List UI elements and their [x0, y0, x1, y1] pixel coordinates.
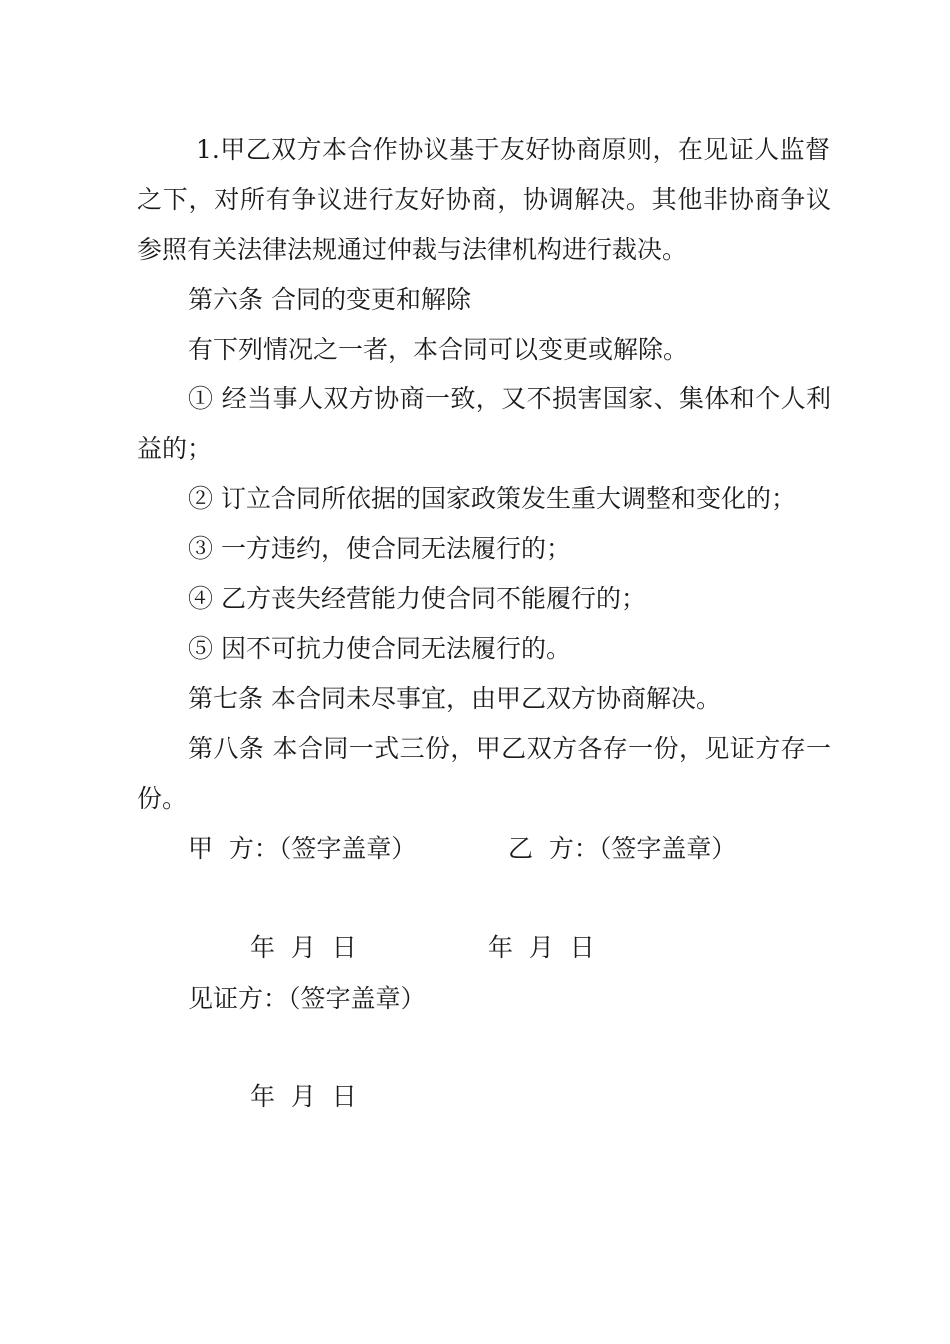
article-6-item-2: ② 订立合同所依据的国家政策发生重大调整和变化的；	[188, 484, 796, 513]
witness-date: 年 月 日	[250, 1082, 357, 1111]
article-7: 第七条 本合同未尽事宜，由甲乙双方协商解决。	[188, 684, 721, 713]
article-8-line-1: 第八条 本合同一式三份，甲乙双方各存一份，见证方存一	[188, 734, 831, 763]
article-6-item-5: ⑤ 因不可抗力使合同无法履行的。	[188, 634, 571, 663]
party-b-signature: 乙 方：（签字盖章）	[508, 834, 737, 863]
clause-1-line-1: 1.甲乙双方本合作协议基于友好协商原则，在见证人监督	[196, 135, 830, 164]
article-6-item-3: ③ 一方违约，使合同无法履行的；	[188, 534, 571, 563]
article-6-intro: 有下列情况之一者，本合同可以变更或解除。	[188, 335, 689, 364]
article-8-line-2: 份。	[137, 784, 188, 813]
party-a-date: 年 月 日	[250, 933, 357, 962]
party-a-signature: 甲 方：（签字盖章）	[188, 834, 417, 863]
witness-signature: 见证方：（签字盖章）	[188, 984, 426, 1013]
party-b-date: 年 月 日	[488, 933, 595, 962]
article-6-heading: 第六条 合同的变更和解除	[188, 285, 471, 314]
article-6-item-4: ④ 乙方丧失经营能力使合同不能履行的；	[188, 584, 646, 613]
clause-1-line-2: 之下，对所有争议进行友好协商，协调解决。其他非协商争议	[137, 185, 831, 214]
article-6-item-1-line-2: 益的；	[137, 434, 213, 463]
article-6-item-1-line-1: ① 经当事人双方协商一致，又不损害国家、集体和个人利	[188, 384, 831, 413]
clause-1-line-3: 参照有关法律法规通过仲裁与法律机构进行裁决。	[137, 235, 688, 264]
